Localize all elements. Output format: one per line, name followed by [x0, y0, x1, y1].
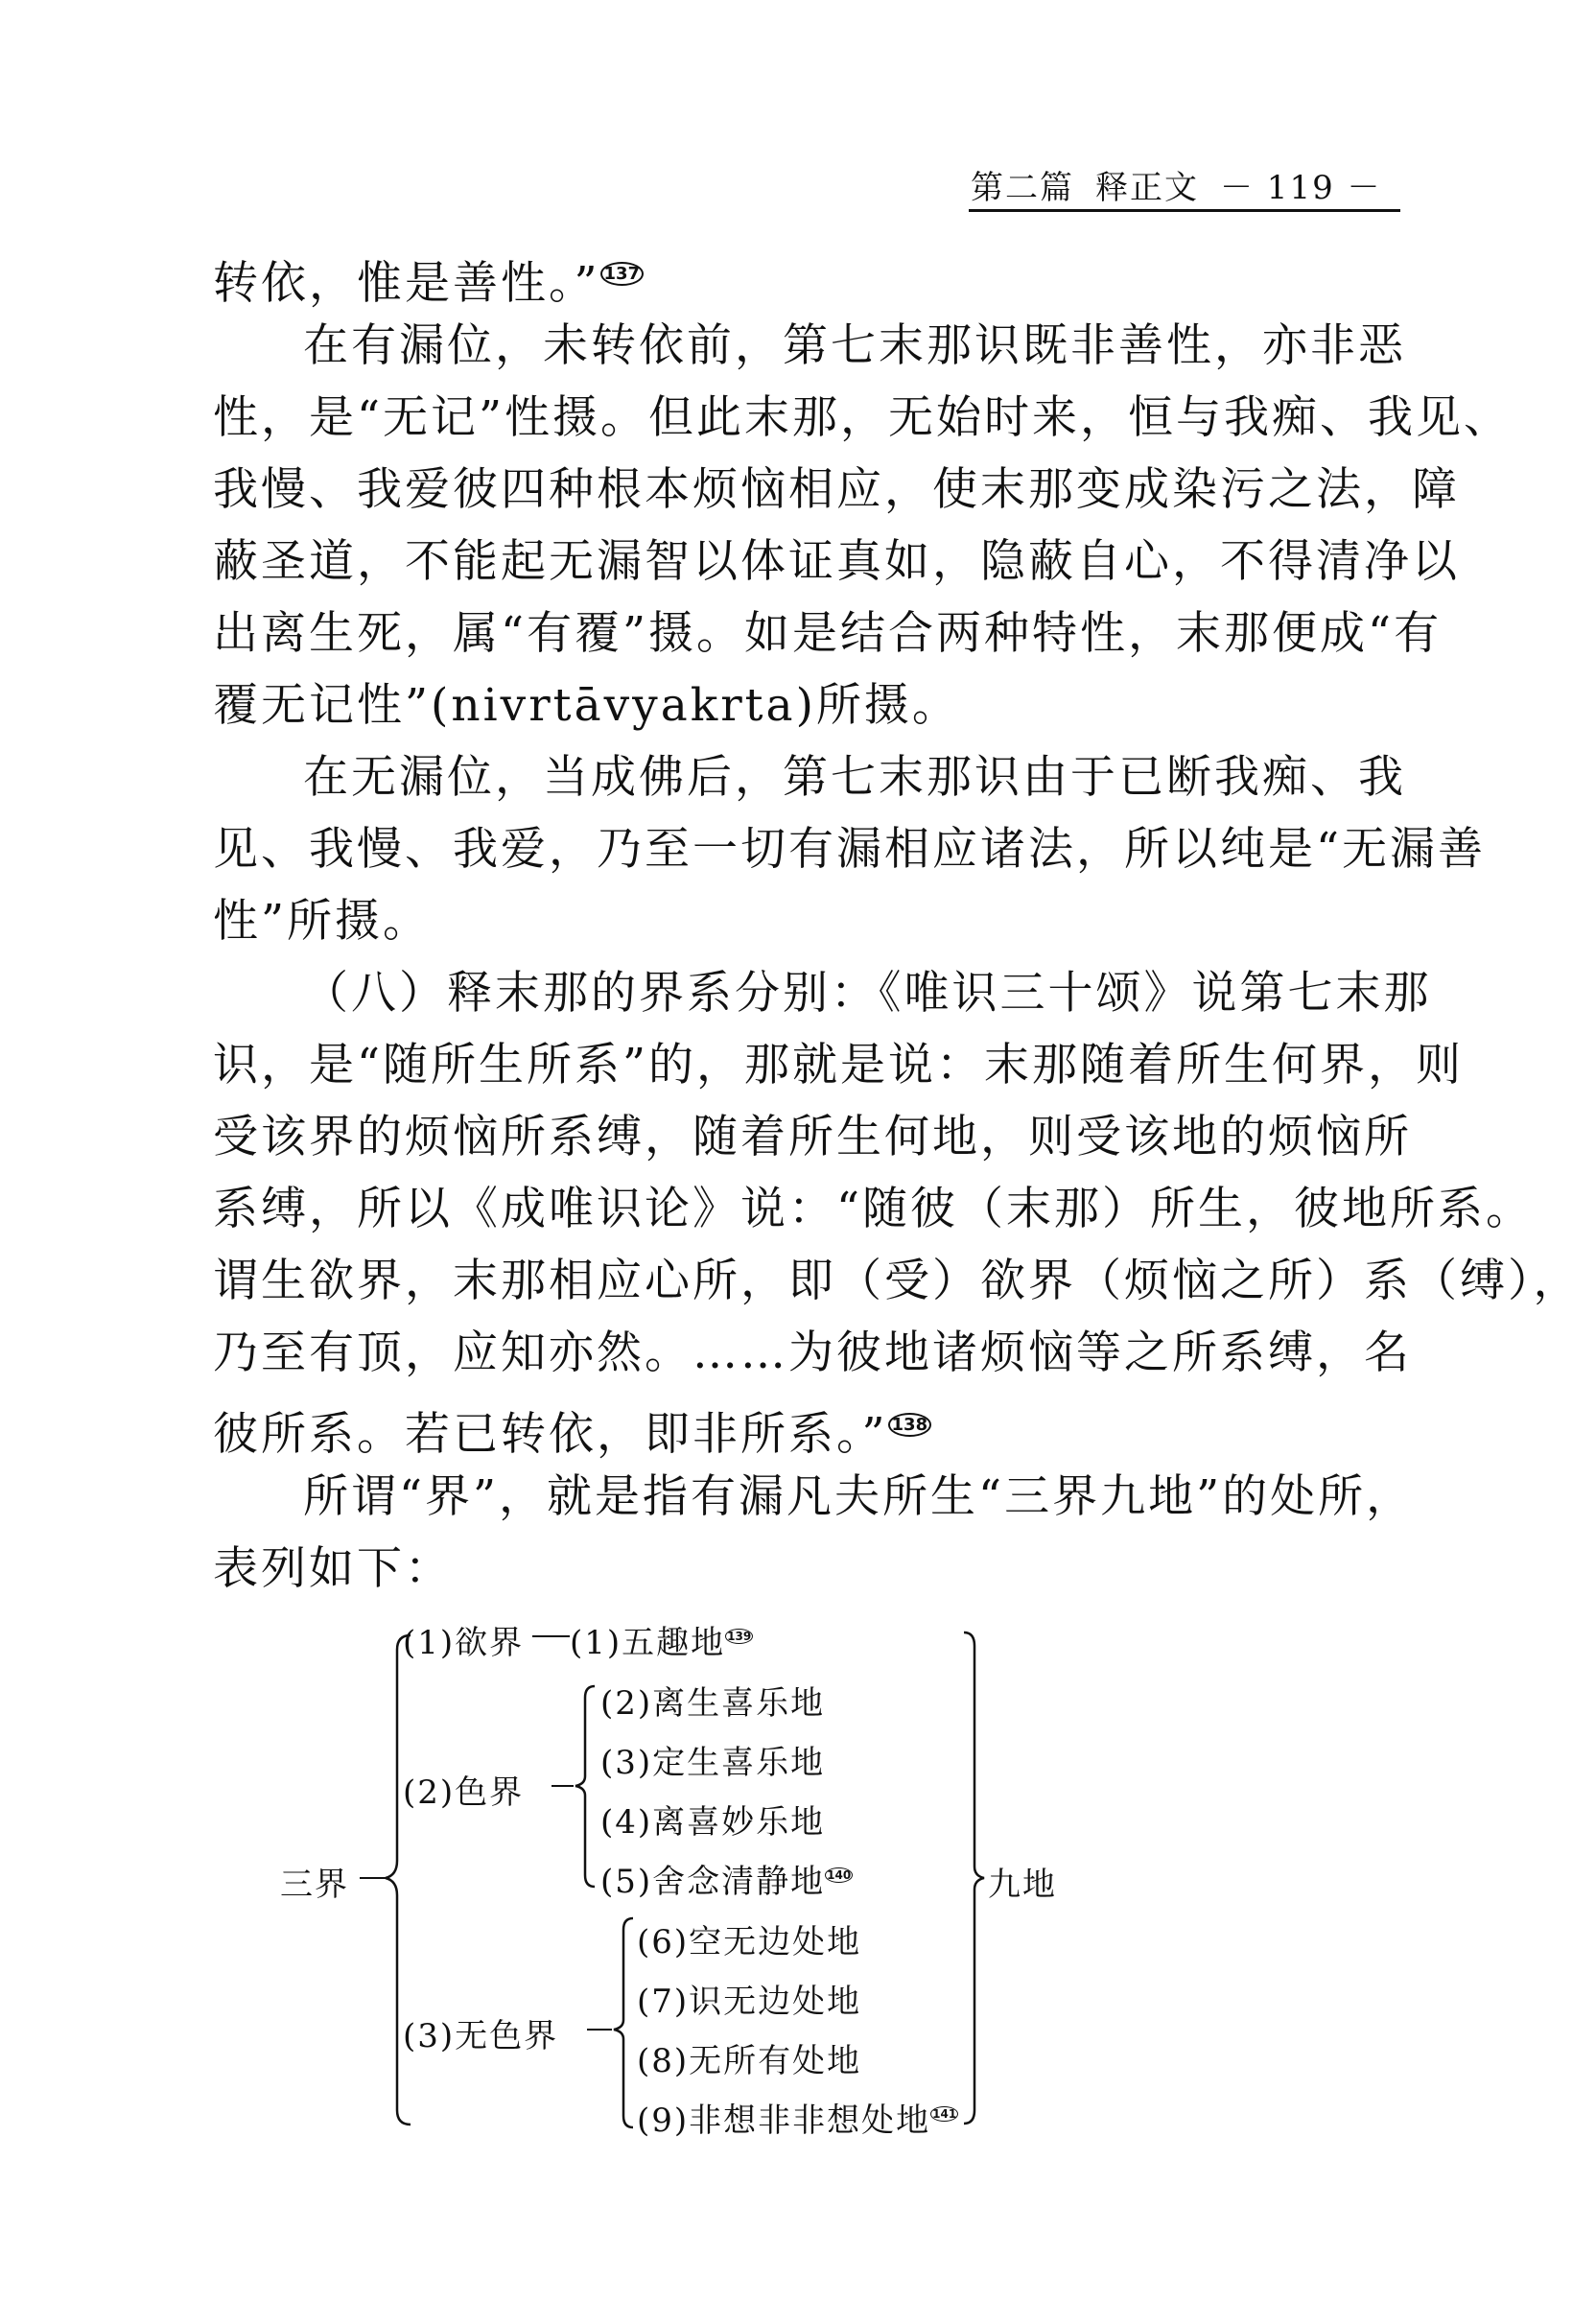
text-line — [213, 238, 1395, 310]
text-line: 出离生死，属“有覆”摄。如是结合两种特性，末那便成“有 — [213, 607, 1443, 660]
text-line: 系缚，所以《成唯识论》说：“随彼（末那）所生，彼地所系。 — [213, 1183, 1535, 1235]
text-line: 所谓“界”，就是指有漏凡夫所生“三界九地”的处所， — [303, 1470, 1415, 1523]
running-header — [971, 161, 1393, 208]
paragraph — [213, 238, 1395, 310]
text-line: 性，是“无记”性摄。但此末那，无始时来，恒与我痴、我见、 — [213, 391, 1513, 444]
text-line: 谓生欲界，末那相应心所，即（受）欲界（烦恼之所）系（缚）， — [213, 1255, 1582, 1307]
footnote-marker[interactable]: 139 — [727, 1630, 752, 1643]
outer-left-brace — [386, 1635, 411, 2125]
ground-item — [600, 1855, 853, 1902]
ground-item — [637, 2094, 958, 2141]
header-section: 第二篇 — [971, 169, 1074, 207]
text-line: （八）释末那的界系分别：《唯识三十颂》说第七末那 — [303, 967, 1432, 1020]
realm-label: (3)无色界 — [403, 2017, 559, 2055]
text-line: 在无漏位，当成佛后，第七末那识由于已断我痴、我 — [303, 751, 1406, 804]
text-line: 识，是“随所生所系”的，那就是说：末那随着所生何界，则 — [213, 1039, 1465, 1092]
ground-item: (6)空无边处地 — [637, 1923, 862, 1961]
footnote-marker[interactable]: 141 — [932, 2107, 957, 2121]
ground-label: (5)舍念清静地 — [600, 1863, 826, 1901]
text-line: 覆无记性”(nivrtāvyakrta)所摄。 — [213, 679, 960, 732]
realm3-brace — [614, 1918, 633, 2127]
diagram-root: 三界 — [280, 1866, 349, 1904]
ground-label: (1)五趣地 — [570, 1624, 726, 1662]
line-text: 彼所系。若已转依，即非所系。” — [213, 1408, 888, 1461]
realm-label: (2)色界 — [403, 1773, 525, 1812]
footnote-marker[interactable]: 137 — [600, 262, 645, 286]
header-rule — [969, 209, 1400, 212]
right-brace — [964, 1632, 984, 2124]
diagram-result: 九地 — [988, 1866, 1057, 1904]
ground-item — [570, 1616, 753, 1663]
paragraph — [213, 957, 1582, 1461]
page-number: － 119 － — [1220, 169, 1382, 207]
ground-item: (4)离喜妙乐地 — [600, 1803, 826, 1842]
text-line: 见、我慢、我爱，乃至一切有漏相应诸法，所以纯是“无漏善 — [213, 823, 1487, 876]
paragraph — [213, 741, 1487, 957]
text-line: 表列如下： — [213, 1542, 453, 1595]
text-line: 性”所摄。 — [213, 895, 432, 948]
realm2-brace — [575, 1686, 595, 1887]
text-line: 在有漏位，未转依前，第七末那识既非善性，亦非恶 — [303, 319, 1406, 372]
text-line: 蔽圣道，不能起无漏智以体证真如，隐蔽自心，不得清净以 — [213, 535, 1460, 588]
line-text: 转依，惟是善性。” — [213, 257, 600, 310]
ground-item: (8)无所有处地 — [637, 2042, 862, 2080]
text-line: 乃至有顶，应知亦然。……为彼地诸烦恼等之所系缚，名 — [213, 1327, 1412, 1379]
ground-item: (7)识无边处地 — [637, 1983, 862, 2021]
paragraph — [213, 1461, 1415, 1605]
ground-item: (3)定生喜乐地 — [600, 1744, 826, 1782]
text-line — [213, 1389, 1395, 1461]
footnote-marker[interactable]: 140 — [827, 1868, 852, 1882]
realm-label: (1)欲界 — [403, 1624, 525, 1662]
ground-label: (9)非想非非想处地 — [637, 2101, 931, 2140]
header-chapter: 释正文 — [1095, 169, 1199, 207]
text-line: 我慢、我爱彼四种根本烦恼相应，使末那变成染污之法，障 — [213, 463, 1460, 516]
paragraph — [213, 310, 1513, 741]
footnote-marker[interactable]: 138 — [888, 1413, 932, 1437]
ground-item: (2)离生喜乐地 — [600, 1684, 826, 1723]
text-line: 受该界的烦恼所系缚，随着所生何地，则受该地的烦恼所 — [213, 1111, 1412, 1163]
body-text — [213, 238, 1582, 1605]
